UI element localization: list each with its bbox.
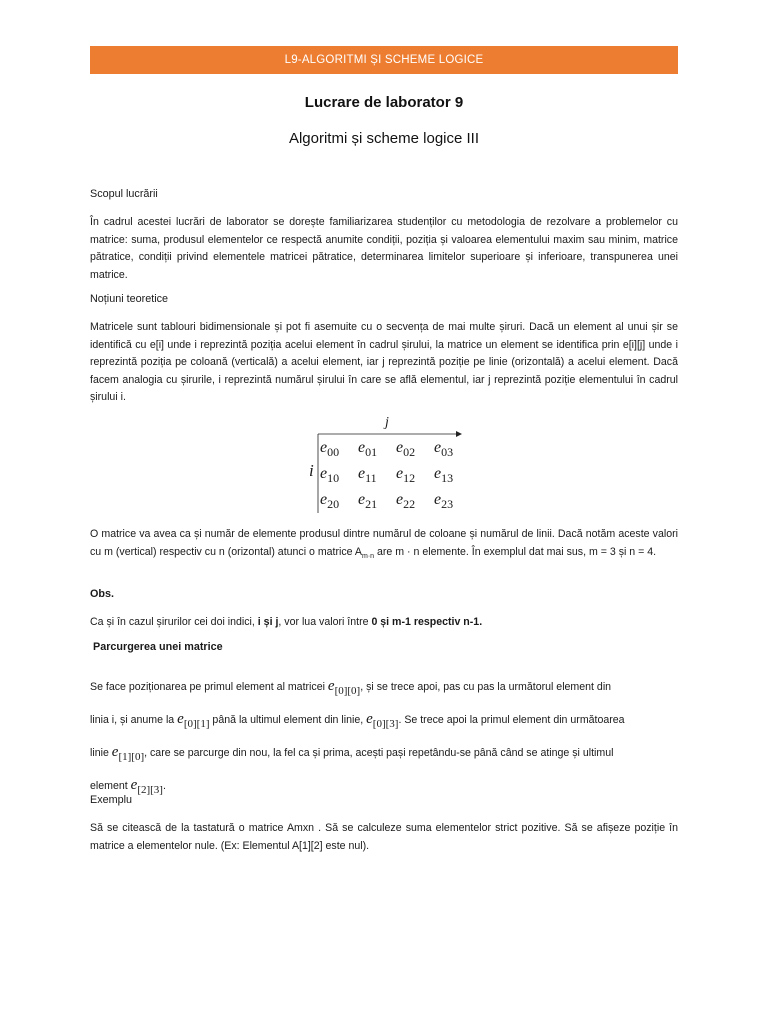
matrix-cell: $e_{00}$ [320,439,340,460]
matrix-cell: $e_{20}$ [320,491,340,512]
matrix-cell: $e_{11}$ [358,465,377,486]
matrix-cell: $e_{13}$ [434,465,454,486]
header-title: L9-ALGORITMI ȘI SCHEME LOGICE [284,54,484,66]
theory-heading: Noțiuni teoretice [90,293,169,305]
document-subtitle: Algoritmi și scheme logice III [288,130,480,147]
obs-paragraph: Ca și în cazul șirurilor cei doi indici, i și j, vor lua valori între 0 și m-1 respectiv n-1. [90,616,483,628]
matrix-size-paragraph: O matrice va avea ca și număr de elemente produsul dintre numărul de coloane și numărul de linii. Dacă notăm aceste valori cu m (vertical) respectiv cu n (orizontal) atunci o matrice $A_{m\cdot n}$ are m · n elemente. În exemplul dat mai sus, m = 3 și n = 4. [90,528,678,560]
traverse-heading: Parcurgerea unei matrice [93,641,223,653]
row-index-label: i [309,461,314,480]
matrix-cell: $e_{01}$ [358,439,378,460]
example-heading: Exemplu [90,794,133,806]
document-title: Lucrare de laborator 9 [304,94,464,111]
header-bar [90,46,678,74]
matrix-cell: $e_{10}$ [320,465,340,486]
scope-paragraph: În cadrul acestei lucrări de laborator se dorește familiarizarea studenților cu metodologia de rezolvare a problemelor cu matrice: suma, produsul elementelor ce respectă anumite condiții, poziția și valoarea elementului maxim sau minim, matrice pătratice, condiții privind elementele matricei pătratice, determinarea limitelor superioare și inferioare, transpunerea unei matrice. [90,216,678,281]
math-e01: $e_{[0][1]}$ [177,711,210,730]
matrix-cell: $e_{21}$ [358,491,378,512]
matrix-cell: $e_{03}$ [434,439,454,460]
column-index-label: j [385,415,389,430]
math-e23: $e_{[2][3]}$ [130,777,163,796]
example-paragraph: Să se citească de la tastatură o matrice Amxn . Să se calculeze suma elementelor strict pozitive. Să se afișeze poziție în matrice a elementelor nule. (Ex: Elementul A[1][2] este nul). [90,822,678,852]
matrix-cell: $e_{02}$ [396,439,416,460]
matrix-cell: $e_{23}$ [434,491,454,512]
obs-heading: Obs. [90,588,114,600]
matrix-cell: $e_{22}$ [396,491,416,512]
matrix-cell: $e_{12}$ [396,465,416,486]
traverse-paragraph: Se face poziționarea pe primul element al matricei $e_{[0][0]}$, și se trece apoi, pas cu pas la următorul element din linia i, și anume la $e_{[0][1]}$ până la ultimul element din linie, $e_{[0][3]}$. Se trece apoi la primul element din următoarea linie $e_{[1][0]}$, care se parcurge din nou, la fel ca și prima, acești pași repetându-se până când se atinge și ultimul element $e_{[2][3]}$. [90,678,625,796]
theory-paragraph: Matricele sunt tablouri bidimensionale și pot fi asemuite cu o secvența de mai multe șiruri. Dacă un element al unui șir se identifică cu e[i] unde i reprezintă poziția acelui element în cadrul șirului, la matrice un element se identifica prin e[i][j] unde i reprezintă poziția pe coloană (verticală) a acelui element, iar j reprezintă poziție pe linie (orizontală) a acelui element. Dacă facem analogia cu șirurile, i reprezintă numărul șirului în care se află elementul, iar j reprezintă poziție elementului în cadrul șirului i. [90,321,678,403]
math-e00: $e_{[0][0]}$ [327,678,361,697]
scope-heading: Scopul lucrării [90,188,158,200]
math-e03: $e_{[0][3]}$ [366,711,399,730]
matrix-figure [306,415,466,515]
math-e10: $e_{[1][0]}$ [111,744,145,763]
